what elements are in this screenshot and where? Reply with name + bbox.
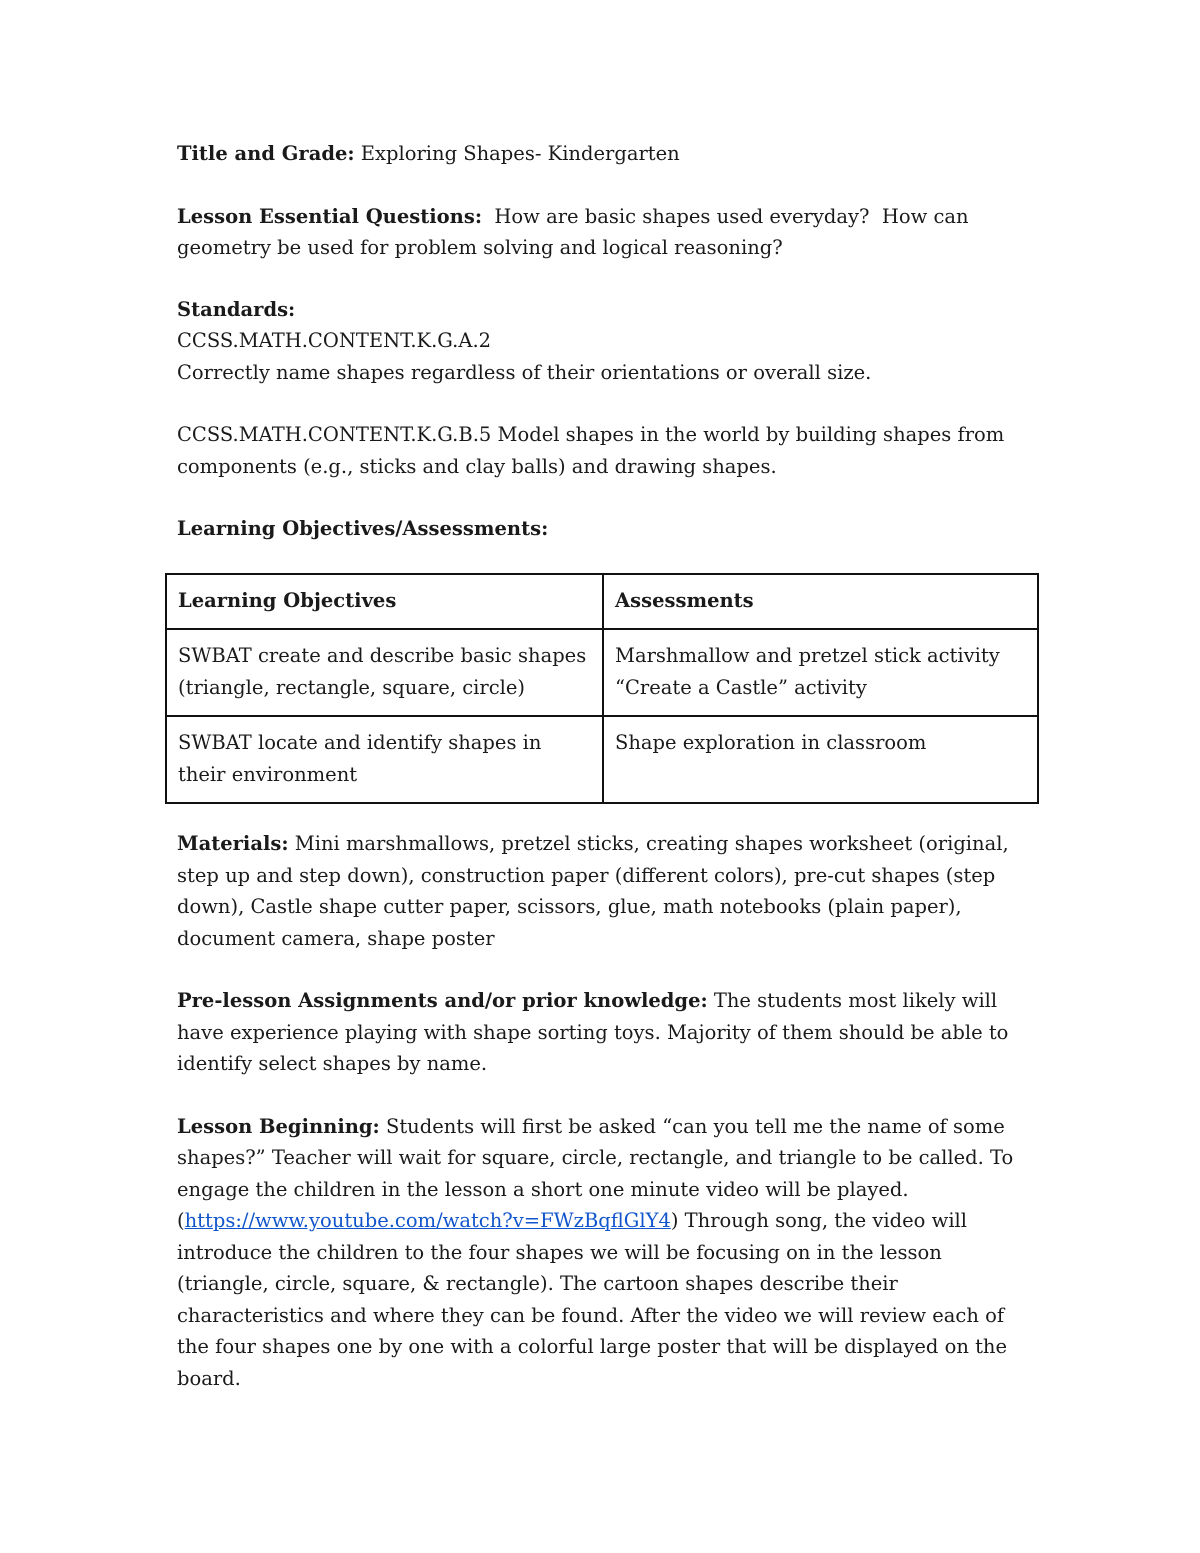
table-row xyxy=(166,716,1038,803)
materials-paragraph xyxy=(177,828,1039,954)
standard-1-code: CCSS.MATH.CONTENT.K.G.A.2 xyxy=(177,329,492,352)
table-header-objectives xyxy=(166,574,603,630)
lesson-beginning-label: Lesson Beginning: xyxy=(177,1114,380,1138)
table-row xyxy=(166,629,1038,716)
prior-knowledge-label: Pre-lesson Assignments and/or prior knowledge: xyxy=(177,989,708,1012)
table-cell-assessment xyxy=(603,716,1038,803)
lesson-beginning-paragraph xyxy=(177,1111,1039,1395)
prior-knowledge-value: The students most likely will have experience playing with shape sorting toys. Majority of them should be able to identify select shapes by name. xyxy=(177,989,1009,1075)
lesson-beginning-text-before: Students will first be asked “can you tell me the name of some shapes?” Teacher will wait for square, circle, rectangle, and triangle to be called. To engage the children in the lesson a short one minute video will be played. ( xyxy=(177,1114,1014,1232)
standard-1-text: Correctly name shapes regardless of their orientations or overall size. xyxy=(177,360,872,384)
prior-knowledge-paragraph xyxy=(177,985,1039,1080)
standards-heading: Standards: xyxy=(177,297,296,321)
table-header-row xyxy=(166,574,1038,630)
table-cell-objective: SWBAT create and describe basic shapes (triangle, rectangle, square, circle) xyxy=(166,629,603,716)
title-grade-value: Exploring Shapes- Kindergarten xyxy=(354,142,680,165)
essential-questions-value: How are basic shapes used everyday? How can geometry be used for problem solving and logical reasoning? xyxy=(177,204,975,259)
objectives-table xyxy=(165,573,1039,805)
lesson-beginning-text-after: ) Through song, the video will introduce the children to the four shapes we will be focusing on in the lesson (triangle, circle, square, & rectangle). The cartoon shapes describe their characteristics and where they can be found. After the video we will review each of the four shapes one by one with a colorful large poster that will be displayed on the board. xyxy=(177,1209,1008,1390)
assessment-line: “Create a Castle” activity xyxy=(615,675,867,699)
standard-2-text: CCSS.MATH.CONTENT.K.G.B.5 Model shapes in the world by building shapes from components (e.g., sticks and clay balls) and drawing shapes. xyxy=(177,423,1005,478)
video-link[interactable]: https://www.youtube.com/watch?v=FWzBqflGlY4 xyxy=(184,1209,671,1232)
essential-questions-label: Lesson Essential Questions: xyxy=(177,204,483,228)
document-page xyxy=(177,138,1039,1425)
objectives-heading-label: Learning Objectives/Assessments: xyxy=(177,517,549,540)
title-grade-label: Title and Grade: xyxy=(177,142,355,165)
materials-value: Mini marshmallows, pretzel sticks, creating shapes worksheet (original, step up and step down), construction paper (different colors), pre-cut shapes (step down), Castle shape cutter paper, scissors, glue, math notebooks (plain paper), document camera, shape poster xyxy=(177,832,1009,950)
standards-label xyxy=(177,294,1039,326)
title-grade-paragraph xyxy=(177,138,1039,170)
table-cell-objective: SWBAT locate and identify shapes in their environment xyxy=(166,716,603,803)
table-header-assessments xyxy=(603,574,1038,630)
assessment-line: Marshmallow and pretzel stick activity xyxy=(615,644,1000,667)
header-objectives-label: Learning Objectives xyxy=(178,588,397,612)
materials-label: Materials: xyxy=(177,832,289,855)
header-assessments-label: Assessments xyxy=(615,588,754,612)
assessment-line: Shape exploration in classroom xyxy=(615,731,927,754)
objectives-heading xyxy=(177,513,1039,545)
essential-questions-paragraph xyxy=(177,201,1039,264)
table-cell-assessment xyxy=(603,629,1038,716)
